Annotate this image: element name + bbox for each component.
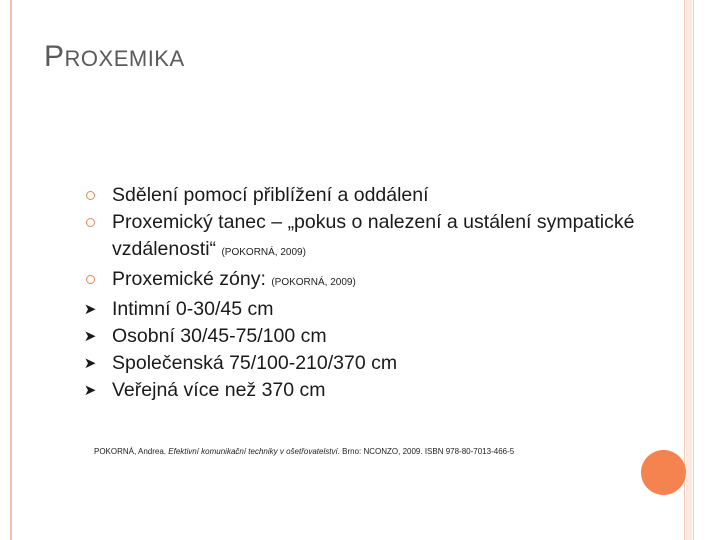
list-item <box>78 350 638 377</box>
bullet-text: Proxemický tanec – „pokus o nalezení a ustálení sympatické vzdálenosti“ <box>112 211 635 260</box>
bullet-text: Sdělení pomocí přiblížení a oddálení <box>112 184 429 206</box>
bullet-text: Proxemické zóny: <box>112 268 272 290</box>
list-item <box>78 296 638 323</box>
ring-bullet-icon <box>78 209 102 236</box>
bullet-citation: (POKORNÁ, 2009) <box>271 277 356 288</box>
bullet-citation: (POKORNÁ, 2009) <box>221 247 306 258</box>
bullet-text: Veřejná více než 370 cm <box>112 379 326 401</box>
orange-circle-decoration <box>641 450 686 495</box>
list-item <box>78 209 638 266</box>
bullet-text: Společenská 75/100-210/370 cm <box>112 352 398 374</box>
left-frame-line <box>10 0 12 540</box>
arrow-bullet-icon: ➤ <box>83 355 97 372</box>
reference-author: POKORNÁ, Andrea. <box>94 447 169 456</box>
arrow-bullet-icon: ➤ <box>83 301 97 318</box>
arrow-bullet-icon: ➤ <box>83 328 97 345</box>
arrow-bullet-icon: ➤ <box>83 382 97 399</box>
bullet-text: Osobní 30/45-75/100 cm <box>112 325 327 347</box>
ring-bullet-icon <box>78 182 102 209</box>
list-item <box>78 182 638 209</box>
reference-note <box>94 447 614 457</box>
slide-title-rest: ROXEMIKA <box>64 46 185 71</box>
list-item <box>78 377 638 404</box>
reference-book-title: Efektivní komunikační techniky v ošetřovatelství <box>168 447 338 456</box>
slide-title-first-letter: P <box>44 40 65 73</box>
right-decor-border <box>684 0 694 540</box>
slide-title <box>44 40 185 74</box>
reference-publisher: . Brno: NCONZO, 2009. ISBN 978-80-7013-466-5 <box>337 447 515 456</box>
list-item <box>78 266 638 296</box>
list-item <box>78 323 638 350</box>
ring-bullet-icon <box>78 266 102 293</box>
bullet-text: Intimní 0-30/45 cm <box>112 298 274 320</box>
bullet-list <box>78 182 638 404</box>
